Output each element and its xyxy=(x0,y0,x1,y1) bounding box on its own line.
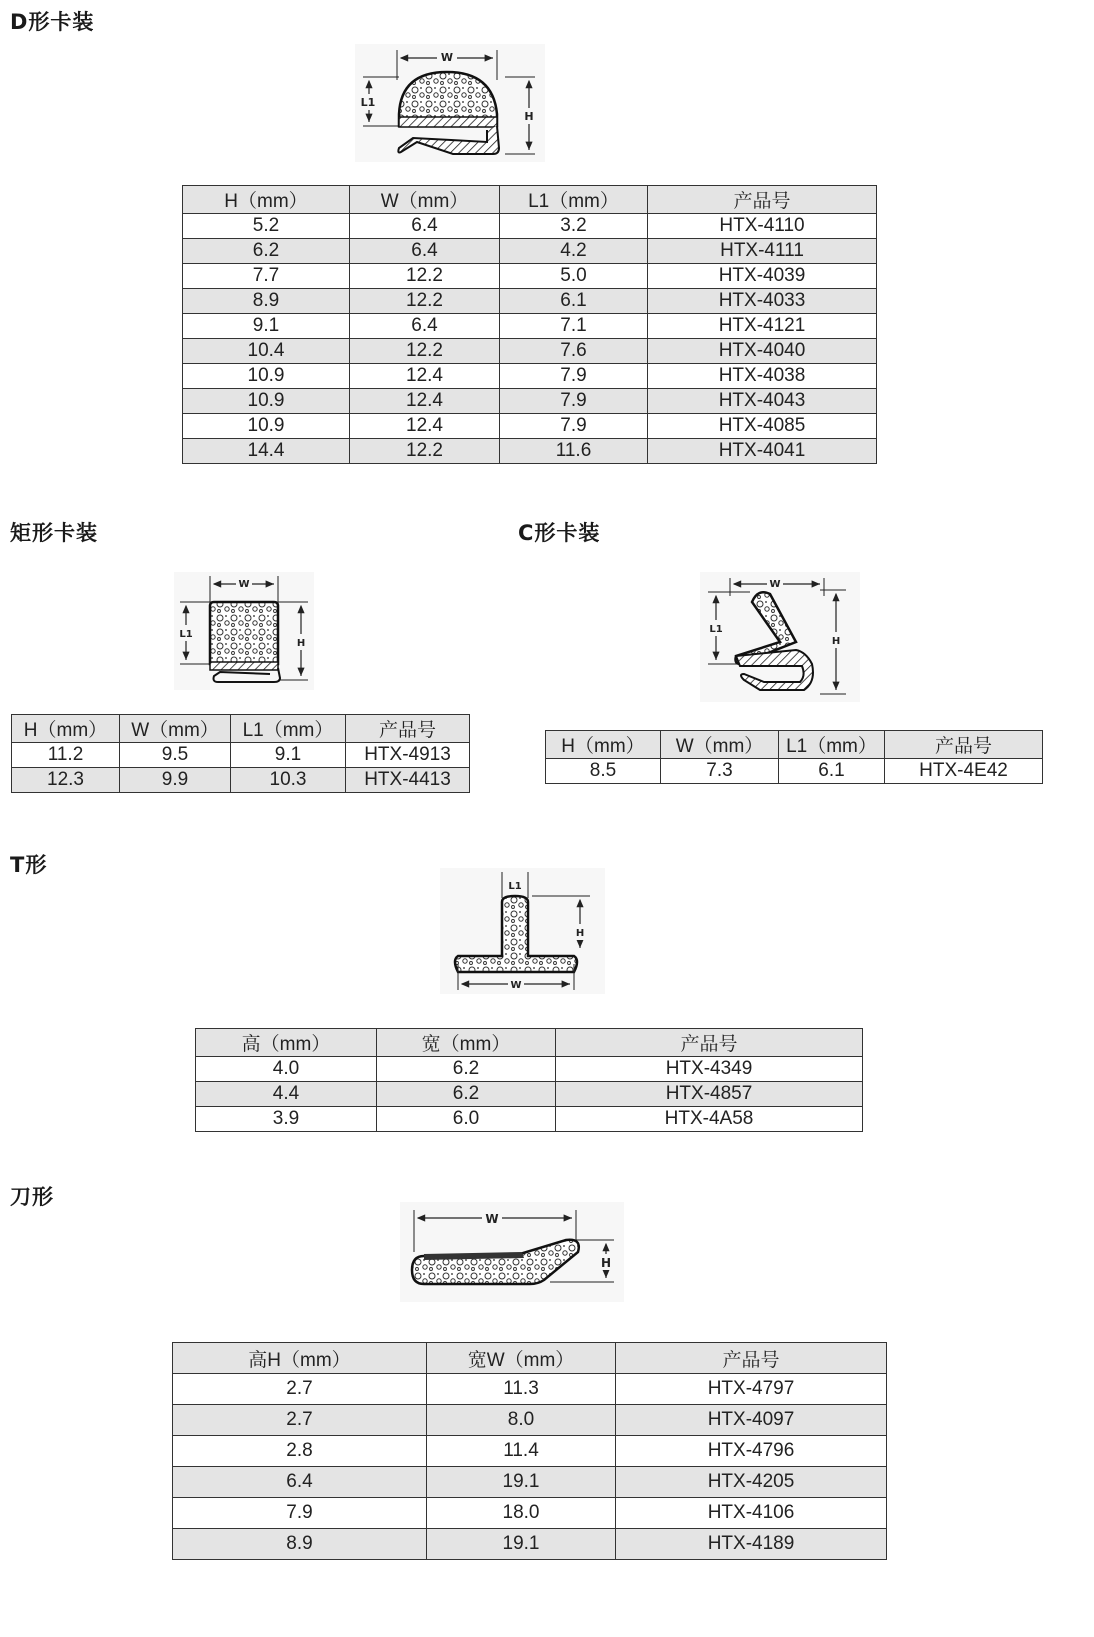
section-title-c-shape: C形卡装 xyxy=(518,521,601,545)
table-cell: 10.3 xyxy=(231,768,346,793)
table-cell: HTX-4043 xyxy=(648,389,877,414)
d-shape-profile-diagram xyxy=(355,44,545,166)
table-cell: HTX-4085 xyxy=(648,414,877,439)
section-title-blade-shape: 刀形 xyxy=(10,1185,54,1209)
section-title-d-shape: D形卡装 xyxy=(10,10,95,34)
table-cell: 12.4 xyxy=(350,389,500,414)
table-cell: 12.2 xyxy=(350,439,500,464)
table-row xyxy=(173,1436,887,1467)
table-cell: 6.2 xyxy=(377,1082,556,1107)
table-cell: HTX-4913 xyxy=(346,743,470,768)
blade-shape-profile-diagram xyxy=(400,1202,624,1306)
table-cell: 7.7 xyxy=(183,264,350,289)
rect-shape-spec-table xyxy=(11,714,470,793)
t-shape-spec-table xyxy=(195,1028,863,1132)
column-header: 高H（mm） xyxy=(173,1343,427,1374)
rect-shape-l1-label: L1 xyxy=(179,629,193,640)
table-cell: 9.9 xyxy=(120,768,231,793)
blade-shape-h-label: H xyxy=(600,1256,612,1270)
table-cell: 7.9 xyxy=(173,1498,427,1529)
d-shape-h-label: H xyxy=(524,110,534,123)
table-cell: 7.9 xyxy=(500,414,648,439)
d-shape-w-label: W xyxy=(440,51,454,64)
c-shape-profile-diagram xyxy=(700,572,860,706)
c-shape-spec-table xyxy=(545,730,1043,784)
table-row xyxy=(183,314,877,339)
table-cell: 10.9 xyxy=(183,389,350,414)
table-cell: 10.9 xyxy=(183,414,350,439)
table-cell: HTX-4097 xyxy=(616,1405,887,1436)
table-row xyxy=(183,289,877,314)
table-cell: 4.0 xyxy=(196,1057,377,1082)
d-shape-l1-label: L1 xyxy=(360,96,376,109)
table-cell: 6.2 xyxy=(377,1057,556,1082)
table-cell: 6.1 xyxy=(779,759,885,784)
table-cell: 12.4 xyxy=(350,364,500,389)
table-cell: HTX-4413 xyxy=(346,768,470,793)
blade-shape-w-label: W xyxy=(485,1212,499,1226)
c-shape-l1-label: L1 xyxy=(709,624,723,635)
d-shape-spec-table xyxy=(182,185,877,464)
table-cell: 7.1 xyxy=(500,314,648,339)
table-row xyxy=(183,239,877,264)
column-header: 产品号 xyxy=(616,1343,887,1374)
table-cell: 2.7 xyxy=(173,1405,427,1436)
blade-shape-spec-table xyxy=(172,1342,887,1560)
table-cell: 9.1 xyxy=(183,314,350,339)
table-cell: 7.9 xyxy=(500,364,648,389)
table-row xyxy=(183,339,877,364)
table-cell: 18.0 xyxy=(427,1498,616,1529)
table-cell: HTX-4797 xyxy=(616,1374,887,1405)
table-cell: HTX-4205 xyxy=(616,1467,887,1498)
table-cell: 3.9 xyxy=(196,1107,377,1132)
column-header: 产品号 xyxy=(648,186,877,214)
table-cell: HTX-4349 xyxy=(556,1057,863,1082)
column-header: 产品号 xyxy=(556,1029,863,1057)
column-header: W（mm） xyxy=(661,731,779,759)
column-header: 宽（mm） xyxy=(377,1029,556,1057)
table-cell: 3.2 xyxy=(500,214,648,239)
t-shape-w-label: W xyxy=(510,980,522,991)
table-row xyxy=(183,389,877,414)
table-cell: 7.3 xyxy=(661,759,779,784)
column-header: H（mm） xyxy=(183,186,350,214)
table-cell: HTX-4857 xyxy=(556,1082,863,1107)
column-header: H（mm） xyxy=(546,731,661,759)
table-row xyxy=(173,1498,887,1529)
table-row xyxy=(12,743,470,768)
t-shape-h-label: H xyxy=(575,928,585,939)
c-shape-w-label: W xyxy=(769,579,781,590)
table-cell: 7.6 xyxy=(500,339,648,364)
table-cell: 11.2 xyxy=(12,743,120,768)
table-cell: 2.8 xyxy=(173,1436,427,1467)
table-row xyxy=(173,1405,887,1436)
column-header: L1（mm） xyxy=(500,186,648,214)
table-cell: HTX-4E42 xyxy=(885,759,1043,784)
table-cell: HTX-4041 xyxy=(648,439,877,464)
column-header: L1（mm） xyxy=(231,715,346,743)
table-row xyxy=(196,1057,863,1082)
table-row xyxy=(196,1082,863,1107)
table-cell: HTX-4110 xyxy=(648,214,877,239)
c-shape-h-label: H xyxy=(831,636,841,647)
table-row xyxy=(546,759,1043,784)
column-header: W（mm） xyxy=(350,186,500,214)
table-cell: 11.3 xyxy=(427,1374,616,1405)
table-cell: 8.9 xyxy=(173,1529,427,1560)
table-cell: 5.2 xyxy=(183,214,350,239)
table-cell: 6.4 xyxy=(350,314,500,339)
table-cell: 12.2 xyxy=(350,289,500,314)
table-cell: HTX-4106 xyxy=(616,1498,887,1529)
table-cell: 8.5 xyxy=(546,759,661,784)
section-title-t-shape: T形 xyxy=(10,853,48,877)
table-cell: 6.4 xyxy=(173,1467,427,1498)
table-row xyxy=(12,768,470,793)
column-header: 产品号 xyxy=(346,715,470,743)
table-row xyxy=(173,1529,887,1560)
table-cell: 19.1 xyxy=(427,1467,616,1498)
table-cell: 12.4 xyxy=(350,414,500,439)
table-cell: 11.4 xyxy=(427,1436,616,1467)
table-cell: 6.0 xyxy=(377,1107,556,1132)
table-cell: 14.4 xyxy=(183,439,350,464)
table-cell: 6.4 xyxy=(350,239,500,264)
table-cell: 19.1 xyxy=(427,1529,616,1560)
column-header: W（mm） xyxy=(120,715,231,743)
table-cell: 12.2 xyxy=(350,264,500,289)
rect-shape-h-label: H xyxy=(296,638,306,649)
table-row xyxy=(183,414,877,439)
table-cell: 6.1 xyxy=(500,289,648,314)
table-row xyxy=(173,1467,887,1498)
table-cell: HTX-4189 xyxy=(616,1529,887,1560)
column-header: 宽W（mm） xyxy=(427,1343,616,1374)
column-header: 产品号 xyxy=(885,731,1043,759)
table-cell: 10.4 xyxy=(183,339,350,364)
table-cell: 8.0 xyxy=(427,1405,616,1436)
table-cell: 4.2 xyxy=(500,239,648,264)
table-row xyxy=(183,364,877,389)
table-cell: 8.9 xyxy=(183,289,350,314)
column-header: H（mm） xyxy=(12,715,120,743)
table-cell: HTX-4121 xyxy=(648,314,877,339)
table-cell: 2.7 xyxy=(173,1374,427,1405)
table-cell: 9.5 xyxy=(120,743,231,768)
table-cell: 11.6 xyxy=(500,439,648,464)
table-cell: 12.3 xyxy=(12,768,120,793)
table-cell: HTX-4111 xyxy=(648,239,877,264)
table-cell: 6.4 xyxy=(350,214,500,239)
section-title-rect-shape: 矩形卡装 xyxy=(10,521,98,545)
table-row xyxy=(183,214,877,239)
table-row xyxy=(183,439,877,464)
table-cell: 5.0 xyxy=(500,264,648,289)
table-row xyxy=(183,264,877,289)
column-header: L1（mm） xyxy=(779,731,885,759)
column-header: 高（mm） xyxy=(196,1029,377,1057)
table-row xyxy=(173,1374,887,1405)
table-cell: HTX-4040 xyxy=(648,339,877,364)
table-cell: 9.1 xyxy=(231,743,346,768)
t-shape-l1-label: L1 xyxy=(508,881,522,892)
table-cell: 10.9 xyxy=(183,364,350,389)
t-shape-profile-diagram xyxy=(440,868,605,998)
table-cell: 6.2 xyxy=(183,239,350,264)
table-cell: HTX-4A58 xyxy=(556,1107,863,1132)
table-cell: HTX-4038 xyxy=(648,364,877,389)
table-row xyxy=(196,1107,863,1132)
table-cell: 12.2 xyxy=(350,339,500,364)
table-cell: HTX-4039 xyxy=(648,264,877,289)
table-cell: HTX-4796 xyxy=(616,1436,887,1467)
rect-shape-w-label: W xyxy=(238,579,250,590)
rect-shape-profile-diagram xyxy=(174,572,314,694)
table-cell: 7.9 xyxy=(500,389,648,414)
table-cell: 4.4 xyxy=(196,1082,377,1107)
table-cell: HTX-4033 xyxy=(648,289,877,314)
